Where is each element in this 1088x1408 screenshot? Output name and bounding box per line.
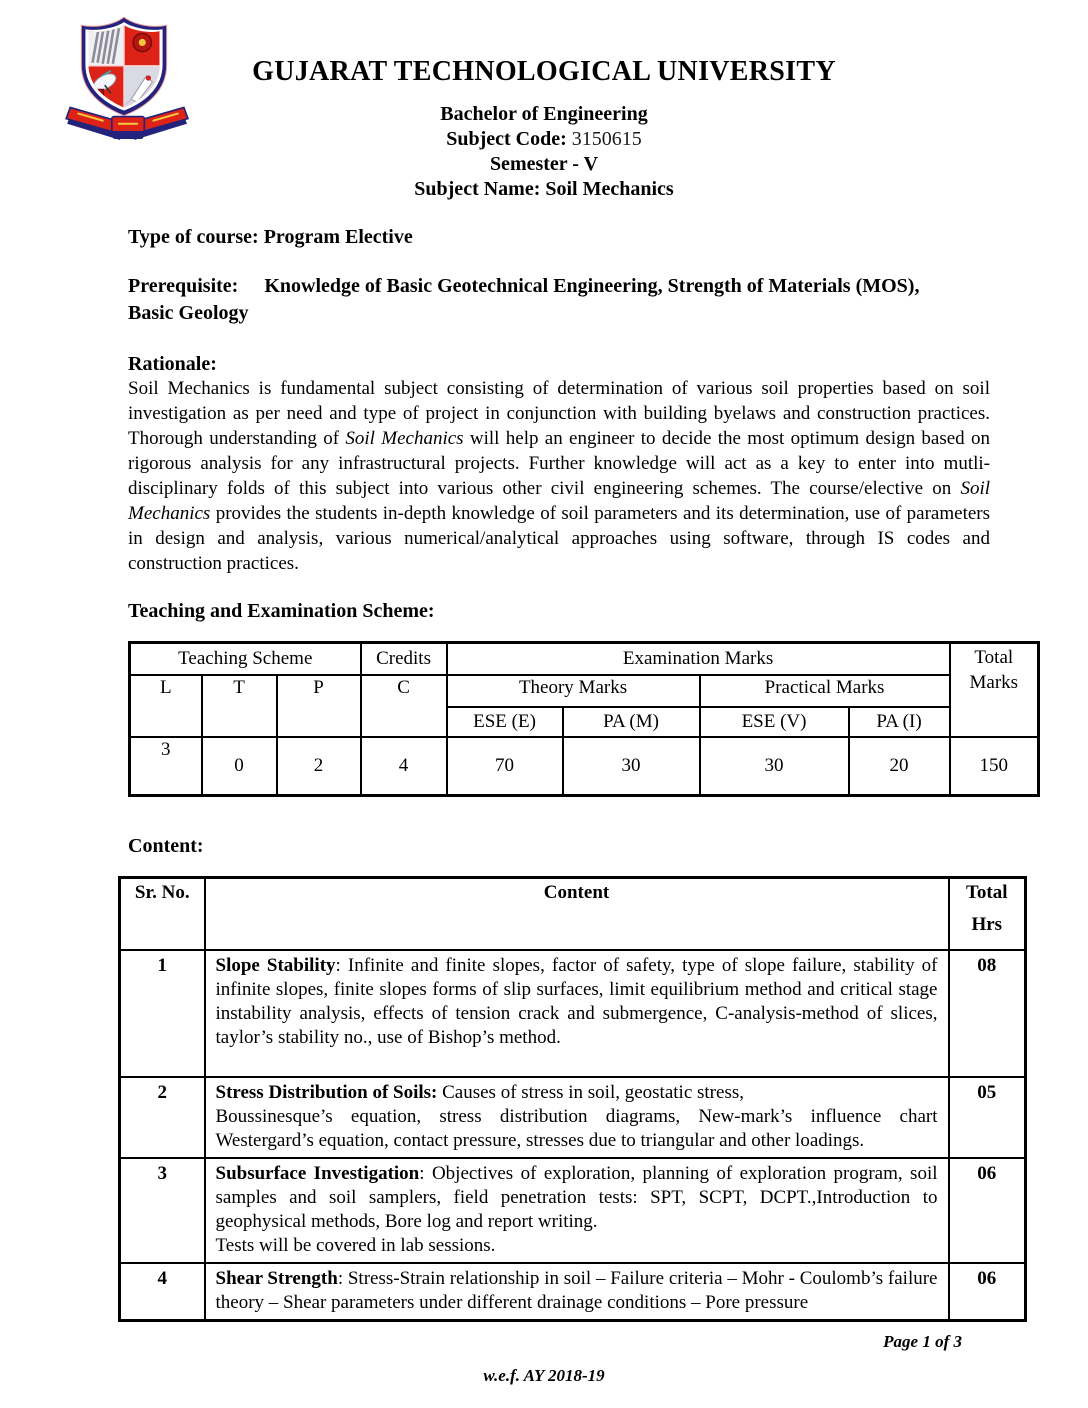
content-row-body: : Objectives of exploration, planning of exploration program, soil samples and soil samplers, field penetration tests: SPT, SCPT, DCPT.,Introduction to geophysical methods, Bore log and report writing. [215,1163,938,1232]
content-row-text [205,1263,949,1321]
scheme-value-ese-v: 30 [700,737,849,796]
content-row-hours: 06 [949,1263,1026,1321]
subject-code-value: 3150615 [571,128,642,150]
content-row-text [205,1077,949,1158]
content-row-title: Slope Stability [215,955,336,976]
rationale-paragraph [128,376,990,576]
subject-code-label: Subject Code: [446,128,567,150]
content-row-body-2: Boussinesque’s equation, stress distribution diagrams, New-mark’s influence chart Westergard’s equation, contact pressure, stresses due to triangular and other loadings. [215,1106,938,1151]
logo-shield [81,17,166,115]
scheme-header-c: C [361,675,447,737]
content-row-sr: 1 [120,950,205,1077]
scheme-header-ese-v: ESE (V) [700,707,849,737]
content-col-total-label: Total [965,882,1008,903]
content-row-title: Subsurface Investigation [215,1163,420,1184]
rationale-italic: Soil Mechanics [345,428,464,449]
prerequisite [128,273,990,327]
scheme-heading: Teaching and Examination Scheme: [128,600,435,622]
scheme-header-p: P [277,675,361,737]
content-row-title: Stress Distribution of Soils: [215,1082,438,1103]
content-row-sr: 3 [120,1158,205,1263]
page-number: Page 1 of 3 [883,1332,962,1351]
scheme-value-t: 0 [202,737,277,796]
scheme-value-p: 2 [277,737,361,796]
subject-name-value: Soil Mechanics [545,178,674,200]
scheme-header-pa-m: PA (M) [563,707,700,737]
scheme-value-c: 4 [361,737,447,796]
subject-name-label: Subject Name: [414,178,541,200]
content-row [120,1077,1026,1158]
scheme-header-credits: Credits [361,643,447,676]
content-row-hours: 08 [949,950,1026,1077]
scheme-value-pa-i: 20 [849,737,950,796]
rationale-part: provides the students in-depth knowledge of soil parameters and its determination, use of parameters in design and analysis, various numerical/analytical approaches using software, through IS codes and construction practices. [128,503,990,574]
content-row-title: Shear Strength [215,1268,338,1289]
prerequisite-text-2: Basic Geology [128,302,249,324]
scheme-value-pa-m: 30 [563,737,700,796]
content-row [120,950,1026,1077]
content-col-sr: Sr. No. [120,878,205,951]
scheme-header-exam: Examination Marks [447,643,950,676]
content-row-body-2: Tests will be covered in lab sessions. [215,1235,496,1256]
degree-line: Bachelor of Engineering [440,103,648,125]
prerequisite-label: Prerequisite: [128,275,239,297]
content-row-sr: 2 [120,1077,205,1158]
content-row [120,1158,1026,1263]
content-row-body: : Infinite and finite slopes, factor of safety, type of slope failure, stability of infinite slopes, finite slopes forms of slip surfaces, limit equilibrium method and critical stage instability analysis, effects of tension crack and submergence, C-analysis-method of slices, taylor’s stability no., use of Bishop’s method. [215,955,938,1048]
scheme-value-ese-e: 70 [447,737,563,796]
content-row-text [205,950,949,1077]
effective-date: w.e.f. AY 2018-19 [483,1366,605,1385]
scheme-header-theory: Theory Marks [447,675,700,707]
scheme-value-total: 150 [950,737,1039,796]
type-of-course: Type of course: Program Elective [128,226,413,248]
semester-line: Semester - V [489,153,599,175]
content-row-hours: 05 [949,1077,1026,1158]
scheme-header-pa-i: PA (I) [849,707,950,737]
scheme-header-teaching: Teaching Scheme [130,643,361,676]
content-row-sr: 4 [120,1263,205,1321]
teaching-scheme-table [128,641,1040,797]
content-row [120,1263,1026,1321]
rationale-part: will help an engineer to decide the most optimum design based on rigorous analysis for any infrastructural projects. Further knowledge will act as a key to enter into mutli-disciplinary folds of this subject into various other civil engineering schemes. The course/elective on [128,428,991,499]
rationale-part: Soil Mechanics is fundamental subject consisting of determination of various soil properties based on soil investigation as per need and type of project in conjunction with building byelaws and construction practices. Thorough understanding of [128,378,990,449]
content-row-body: : Stress-Strain relationship in soil – Failure criteria – Mohr - Coulomb’s failure theory – Shear parameters under different drainage conditions – Pore pressure [215,1268,938,1313]
scheme-header-total: Total Marks [950,643,1039,738]
content-row-hours: 06 [949,1158,1026,1263]
scheme-header-l: L [130,675,202,737]
scheme-header-practical: Practical Marks [700,675,950,707]
content-col-hrs-label: Hrs [971,914,1003,935]
scheme-header-ese-e: ESE (E) [447,707,563,737]
subject-name-line [0,177,1088,202]
prerequisite-text: Knowledge of Basic Geotechnical Engineering, Strength of Materials (MOS), [264,275,920,297]
content-row-body: Causes of stress in soil, geostatic stress, [437,1082,744,1103]
university-title: GUJARAT TECHNOLOGICAL UNIVERSITY [252,56,836,87]
content-table [118,876,1027,1322]
content-heading: Content: [128,835,204,857]
scheme-value-l: 3 [130,737,202,796]
content-col-hours [949,878,1026,951]
scheme-header-t: T [202,675,277,737]
rationale-heading: Rationale: [128,353,217,375]
content-col-content: Content [205,878,949,951]
content-row-text [205,1158,949,1263]
rationale-italic: Soil Mechanics [128,478,990,524]
university-logo [58,12,190,142]
